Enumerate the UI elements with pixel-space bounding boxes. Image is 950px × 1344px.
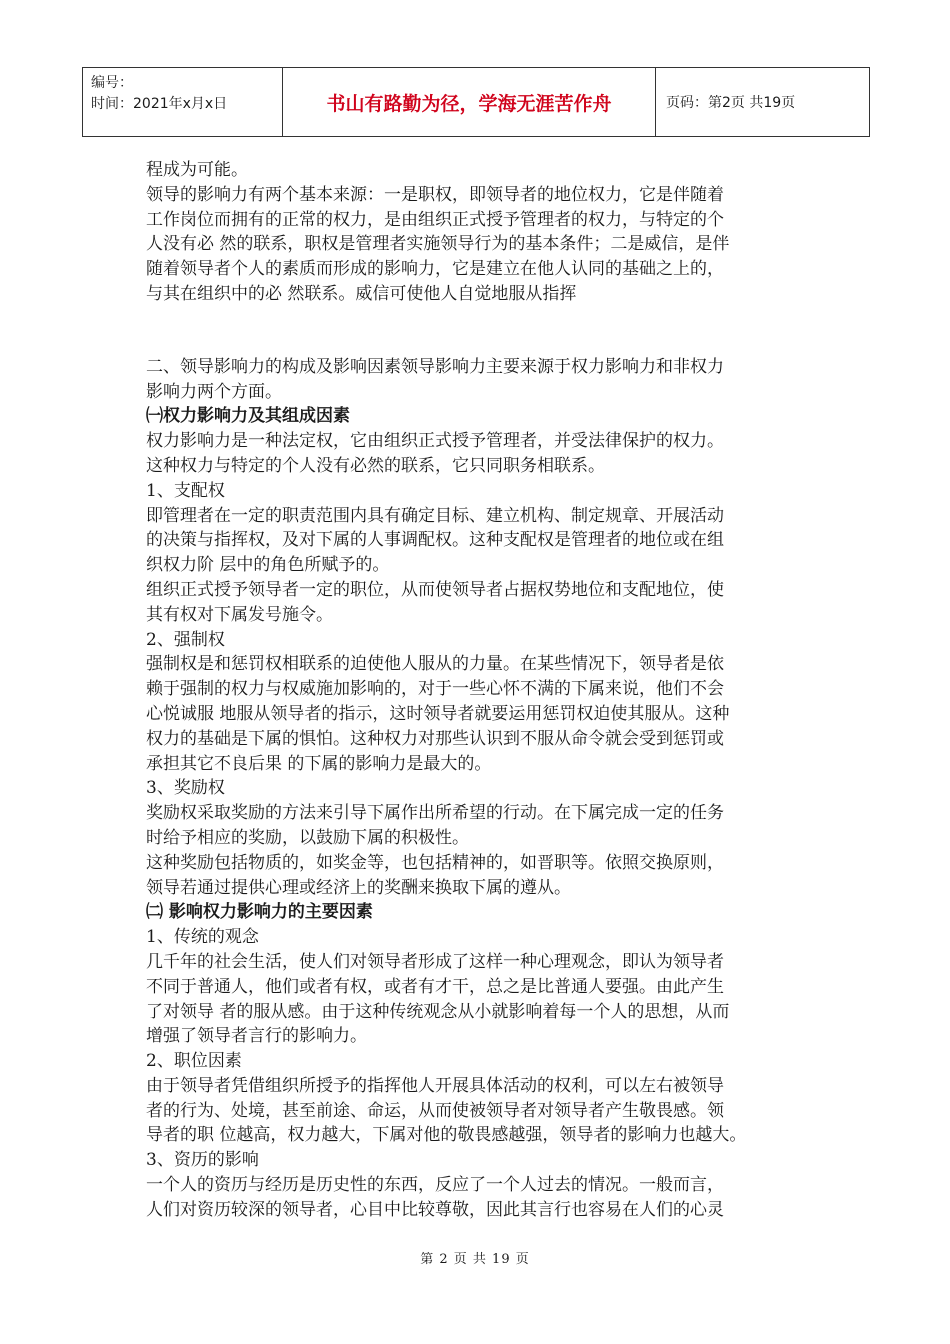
header-page-info: 页码：第2页 共19页	[666, 95, 796, 111]
text-line: 领导的影响力有两个基本来源：一是职权，即领导者的地位权力，它是伴随着	[146, 184, 724, 205]
text-line: 3、资历的影响	[146, 1150, 259, 1171]
text-line: 随着领导者个人的素质而形成的影响力，它是建立在他人认同的基础之上的，	[146, 259, 724, 280]
document-body	[146, 158, 806, 1223]
text-line: 几千年的社会生活，使人们对领导者形成了这样一种心理观念，即认为领导者	[146, 951, 724, 972]
text-line: 的决策与指挥权，及对下属的人事调配权。这种支配权是管理者的地位或在组	[146, 530, 724, 551]
text-line: 增强了领导者言行的影响力。	[146, 1026, 367, 1047]
text-line: 组织正式授予领导者一定的职位，从而使领导者占据权势地位和支配地位，使	[146, 579, 724, 600]
paragraph-block-1	[146, 158, 806, 307]
text-line: 与其在组织中的必 然联系。威信可使他人自觉地服从指挥	[146, 283, 577, 304]
header-number: 编号：	[91, 75, 133, 91]
text-line: 由于领导者凭借组织所授予的指挥他人开展具体活动的权利，可以左右被领导	[146, 1075, 724, 1096]
paragraph-block-3	[146, 429, 806, 900]
text-line: 1、传统的观念	[146, 927, 259, 948]
text-line: 二、领导影响力的构成及影响因素领导影响力主要来源于权力影响力和非权力	[146, 356, 724, 377]
text-line: 2、强制权	[146, 629, 225, 650]
text-line: 时给予相应的奖励，以鼓励下属的积极性。	[146, 827, 469, 848]
text-line: 人没有必 然的联系，职权是管理者实施领导行为的基本条件；二是威信，是伴	[146, 234, 730, 255]
header-date: 时间：2021年x月x日	[91, 96, 228, 112]
page-header	[82, 67, 870, 137]
header-motto: 书山有路勤为径，学海无涯苦作舟	[283, 68, 656, 136]
text-line: 导者的职 位越高，权力越大，下属对他的敬畏感越强，领导者的影响力也越大。	[146, 1125, 747, 1146]
spacer	[146, 331, 806, 355]
text-line: 一个人的资历与经历是历史性的东西，反应了一个人过去的情况。一般而言，	[146, 1175, 724, 1196]
text-line: 不同于普通人，他们或者有权，或者有才干，总之是比普通人要强。由此产生	[146, 976, 724, 997]
section-heading-2: ㈡ 影响权力影响力的主要因素	[146, 902, 373, 923]
text-line: 权力的基础是下属的惧怕。这种权力对那些认识到不服从命令就会受到惩罚或	[146, 728, 724, 749]
text-line: 3、奖励权	[146, 778, 225, 799]
text-line: 2、职位因素	[146, 1051, 242, 1072]
text-line: 程成为可能。	[146, 160, 248, 180]
paragraph-block-4	[146, 925, 806, 1223]
text-line: 奖励权采取奖励的方法来引导下属作出所希望的行动。在下属完成一定的任务	[146, 803, 724, 824]
text-line: 了对领导 者的服从感。由于这种传统观念从小就影响着每一个人的思想，从而	[146, 1001, 730, 1022]
text-line: 1、支配权	[146, 480, 225, 501]
text-line: 强制权是和惩罚权相联系的迫使他人服从的力量。在某些情况下，领导者是依	[146, 654, 724, 675]
text-line: 领导若通过提供心理或经济上的奖酬来换取下属的遵从。	[146, 877, 571, 898]
text-line: 即管理者在一定的职责范围内具有确定目标、建立机构、制定规章、开展活动	[146, 505, 724, 526]
text-line: 织权力阶 层中的角色所赋予的。	[146, 555, 390, 576]
text-line: 者的行为、处境，甚至前途、命运，从而使被领导者对领导者产生敬畏感。领	[146, 1100, 724, 1121]
text-line: 承担其它不良后果 的下属的影响力是最大的。	[146, 753, 492, 774]
text-line: 这种奖励包括物质的，如奖金等，也包括精神的，如晋职等。依照交换原则，	[146, 852, 724, 873]
paragraph-block-2	[146, 355, 806, 405]
text-line: 工作岗位而拥有的正常的权力，是由组织正式授予管理者的权力，与特定的个	[146, 209, 724, 230]
section-heading-1: ㈠权力影响力及其组成因素	[146, 406, 350, 427]
header-left-cell	[83, 68, 283, 136]
text-line: 心悦诚服 地服从领导者的指示，这时领导者就要运用惩罚权迫使其服从。这种	[146, 703, 730, 724]
text-line: 这种权力与特定的个人没有必然的联系，它只同职务相联系。	[146, 455, 605, 476]
spacer	[146, 307, 806, 331]
text-line: 权力影响力是一种法定权，它由组织正式授予管理者，并受法律保护的权力。	[146, 431, 724, 452]
text-line: 其有权对下属发号施令。	[146, 604, 333, 625]
text-line: 人们对资历较深的领导者，心目中比较尊敬，因此其言行也容易在人们的心灵	[146, 1199, 724, 1220]
text-line: 赖于强制的权力与权威施加影响的，对于一些心怀不满的下属来说，他们不会	[146, 679, 724, 700]
page-footer: 第 2 页 共 19 页	[420, 1252, 530, 1267]
text-line: 影响力两个方面。	[146, 381, 282, 402]
